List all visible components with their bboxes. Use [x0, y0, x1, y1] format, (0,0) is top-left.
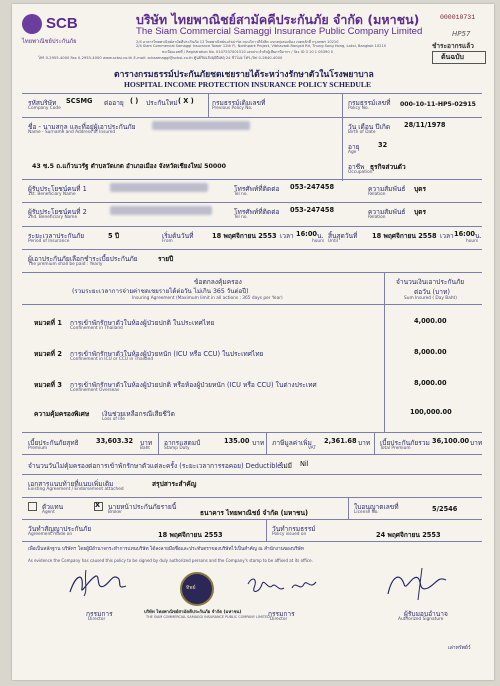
- company-name-th: บริษัท ไทยพาณิชย์สามัคคีประกันภัย จำกัด (มหาชน): [136, 12, 420, 27]
- beneficiary-1-rel-label: ความสัมพันธ์: [368, 185, 406, 193]
- payment-label: ผู้เอาประกันภัยเลือกชำระเบี้ยประกันภัย: [28, 255, 138, 263]
- insured-label: ชื่อ - นามสกุล และที่อยู่ผู้เอาประกันภัย: [28, 123, 136, 131]
- company-code-en: Company Code: [28, 106, 61, 111]
- special-coverage-label: ความคุ้มครองพิเศษ: [34, 410, 90, 418]
- divider-license: [348, 497, 349, 519]
- beneficiary-2-tel: 053-247458: [290, 206, 335, 214]
- sum-insured-heading-en: Sum Insured ( Day Baht): [404, 296, 457, 301]
- endorsement-en: Existing Agreement / Endorsement attached: [28, 487, 124, 492]
- divider-p3: [374, 432, 375, 454]
- period-en: Period of Insurance: [28, 239, 70, 244]
- policy-number-value: 000-10-11-HP5-02915: [400, 101, 476, 108]
- age-value: 32: [378, 141, 388, 149]
- coverage-3-text: การเข้าพักรักษาตัวในห้องผู้ป่วยปกติ หรือห้องผู้ป่วยหนัก (ICU หรือ CCU) ในต่างประเทศ: [70, 381, 317, 389]
- redacted-beneficiary-1: [110, 183, 208, 192]
- broker-name: ธนาคาร ไทยพาณิชย์ จำกัด (มหาชน): [200, 509, 309, 517]
- dob-en: Birth of Date: [348, 130, 376, 135]
- coverage-2-en: Confinement in ICU or CCU in Thailand: [70, 357, 154, 362]
- company-name-en: The Siam Commercial Samaggi Insurance Public Company Limited: [136, 26, 423, 37]
- net-premium-currency: บาท: [140, 439, 153, 447]
- renewal-check: ( ): [130, 97, 139, 105]
- deductible-value-en: Nil: [300, 460, 309, 468]
- deductible-value: ไม่มี: [280, 462, 293, 470]
- vat-currency: บาท: [358, 439, 371, 447]
- net-premium-en: Premium: [28, 446, 48, 451]
- period-end-hours: hours: [466, 239, 479, 244]
- company-code-value: SCSMG: [66, 97, 93, 105]
- footer-note-th: เพื่อเป็นหลักฐาน บริษัทฯ โดยผู้มีอำนาจกระทำการแทนบริษัท ได้ลงลายมือชื่อและประทับตราของบริษัทไว้เป็นสำคัญ ณ สำนักงานของบริษัท: [28, 547, 304, 552]
- company-contact: โทร 0-2955-4000 Fax 0-2955-4000 www.scbsi.co.th E-mail: scbsamaggi@scbsi.co.th ศูนย์รับแจ้งอุบัติเหตุ 24 ชั่วโมง โทร./Tel 0-2640-4000: [38, 56, 283, 60]
- authorized-signature: [382, 564, 462, 604]
- agreement-heading-sub: (รวมระยะเวลาการจ่ายค่าชดเชยรายได้ต่อวัน ไม่เกิน 365 วันต่อปี): [72, 288, 249, 295]
- occupation-value: ธุรกิจส่วนตัว: [370, 163, 406, 171]
- stamp-duty-label: อากรแสตมป์: [164, 439, 201, 447]
- beneficiary-1-rel: บุตร: [414, 185, 427, 193]
- rule-insured: [22, 117, 482, 118]
- beneficiary-2-en: 2nd. Beneficiary Name: [28, 215, 78, 220]
- company-address-2: 2/4 Siam Commercial Samaggi Insurance Tower 12th Fl, Northpark Project, Vibhavadi-Rangsit Rd, Thung Song Hong, Laksi, Bangkok 10210: [136, 44, 387, 48]
- vat-en: VAT: [308, 446, 316, 451]
- beneficiary-1-rel-en: Relation: [368, 192, 386, 197]
- period-start-unit: น.: [317, 232, 324, 240]
- beneficiary-2-label: ผู้รับประโยชน์คนที่ 2: [28, 208, 87, 216]
- period-start-time-label: เวลา: [280, 232, 294, 240]
- authorized-en: Authorized Signature: [398, 617, 444, 622]
- rule-premium: [22, 432, 482, 433]
- rule-payment: [22, 249, 482, 250]
- broker-en: Broker: [108, 510, 122, 515]
- beneficiary-2-tel-en: Tel no.: [234, 215, 248, 220]
- logo-badge-icon: [22, 14, 42, 34]
- renewal-label: ต่ออายุ: [104, 99, 124, 107]
- total-premium-label: เบี้ยประกันภัยรวม: [380, 439, 430, 447]
- deductible-text: จำนวนวันไม่คุ้มครองต่อการเข้าพักรักษาตัวแต่ละครั้ง (ระยะเวลาการรอคอย) Deductible:: [28, 462, 284, 470]
- beneficiary-2-rel-label: ความสัมพันธ์: [368, 208, 406, 216]
- period-end-time: 16:00: [454, 230, 475, 238]
- beneficiary-1-tel-label: โทรศัพท์ที่ติดต่อ: [234, 185, 280, 193]
- rule-agreement-header: [22, 304, 482, 305]
- agent-checkbox: [28, 502, 37, 511]
- scb-logo: [22, 14, 102, 44]
- age-en: Age: [348, 150, 357, 155]
- director-2-signature: [244, 570, 324, 600]
- stamp-duty-currency: บาท: [252, 439, 265, 447]
- agreement-heading: ข้อตกลงคุ้มครอง: [194, 278, 242, 286]
- net-premium-currency-en: Baht: [140, 446, 150, 451]
- director-1-en: Director: [88, 617, 106, 622]
- divider-v1: [208, 93, 209, 117]
- previous-policy-label: กรมธรรม์เดิมเลขที่: [212, 99, 266, 107]
- period-end-en: Until: [328, 239, 338, 244]
- license-label: ใบอนุญาตเลขที่: [354, 503, 399, 511]
- beneficiary-2-rel: บุตร: [414, 208, 427, 216]
- schedule-title-en: HOSPITAL INCOME PROTECTION INSURANCE POLICY SCHEDULE: [124, 80, 372, 89]
- period-end-time-label: เวลา: [440, 232, 454, 240]
- beneficiary-2-tel-label: โทรศัพท์ที่ติดต่อ: [234, 208, 280, 216]
- seal-caption-en: THE SIAM COMMERCIAL SAMAGGI INSURANCE PUBLIC COMPANY LIMITED: [146, 615, 270, 619]
- endorsement-label: เอกสารแนบท้ายที่แนบเพิ่มเติม: [28, 480, 114, 488]
- period-end-date: 18 พฤศจิกายน 2558: [372, 232, 437, 240]
- special-coverage-amount: 100,000.00: [410, 408, 452, 416]
- logo-text: SCB: [46, 15, 78, 32]
- divider-v2: [342, 93, 343, 117]
- divider-agreement: [384, 272, 385, 432]
- policy-document: [12, 4, 494, 680]
- rule-beneficiary-2: [22, 202, 482, 203]
- company-address-1: 2/4 อาคารไทยพาณิชย์สามัคคีประกันภัย 12 ไทยพาณิชย์นอร์ธปาร์ค ถนนวิภาวดีรังสิต แขวงทุ่งสองห้อง เขตหลักสี่ กรุงเทพฯ 10210: [136, 40, 339, 44]
- rule-bottom: [22, 541, 482, 542]
- rule-deductible: [22, 454, 482, 455]
- beneficiary-1-tel-en: Tel no.: [234, 192, 248, 197]
- previous-policy-en: Previous Policy No.: [212, 106, 253, 111]
- coverage-3-en: Confinement Overseas: [70, 388, 120, 393]
- rule-top: [22, 93, 482, 94]
- period-start-hours: hours: [312, 239, 325, 244]
- original-copy-label: ต้นฉบับ: [441, 53, 464, 61]
- new-policy-check: ( X ): [178, 97, 194, 105]
- period-end-label: สิ้นสุดวันที่: [328, 232, 358, 240]
- document-number: 000010731: [440, 14, 476, 21]
- issue-date-label: วันทำกรมธรรม์: [272, 525, 316, 533]
- footer-note-en: As evidence the Company has caused this policy to be signed by duly authorized persons and the Company's stamp to be affixed at its office.: [28, 558, 313, 563]
- director-2-label: กรรมการ: [268, 610, 295, 618]
- period-label: ระยะเวลาประกันภัย: [28, 232, 85, 240]
- period-end-unit: น.: [475, 232, 482, 240]
- coverage-2-title: หมวดที่ 2: [34, 350, 62, 358]
- coverage-1-title: หมวดที่ 1: [34, 319, 62, 327]
- director-1-label: กรรมการ: [86, 610, 113, 618]
- agent-en: Agent: [42, 510, 55, 515]
- sum-insured-heading-sub: ต่อวัน (บาท): [414, 288, 450, 296]
- beneficiary-1-tel: 053-247458: [290, 183, 335, 191]
- logo-subtitle: ไทยพาณิชย์ประกันภัย: [22, 39, 77, 45]
- net-premium-value: 33,603.32: [96, 437, 134, 445]
- insured-address: 43 ซ.5 ถ.แก้วนวรัฐ ตำบลวัดเกต อำเภอเมือง จังหวัดเชียงใหม่ 50000: [32, 163, 227, 170]
- special-coverage-en: Loss of life: [102, 417, 125, 422]
- period-start-time: 16:00: [296, 230, 317, 238]
- schedule-title-th: ตารางกรมธรรม์ประกันภัยชดเชยรายได้ระหว่างรักษาตัวในโรงพยาบาล: [114, 70, 374, 80]
- issue-date-en: Policy issued on: [272, 532, 307, 537]
- rule-agreement: [22, 272, 482, 273]
- coverage-2-amount: 8,000.00: [414, 348, 447, 356]
- occupation-label: อาชีพ: [348, 163, 365, 171]
- broker-check-mark: X: [95, 501, 101, 509]
- rule-endorsement: [22, 474, 482, 475]
- period-start-label: เริ่มต้นวันที่: [162, 232, 194, 240]
- coverage-2-text: การเข้าพักรักษาตัวในห้องผู้ป่วยหนัก (ICU หรือ CCU) ในประเทศไทย: [70, 350, 264, 358]
- divider-p2: [266, 432, 267, 454]
- agreement-date-value: 18 พฤศจิกายน 2553: [158, 531, 223, 539]
- dob-label: วัน เดือน ปีเกิด: [348, 123, 391, 131]
- company-code-label: รหัสบริษัท: [28, 99, 57, 107]
- broker-label: นายหน้าประกันภัยรายนี้: [108, 503, 177, 511]
- net-premium-label: เบี้ยประกันภัยสุทธิ: [28, 439, 79, 447]
- form-code: HP57: [452, 30, 471, 38]
- issue-date-value: 24 พฤศจิกายน 2553: [376, 531, 441, 539]
- beneficiary-1-label: ผู้รับประโยชน์คนที่ 1: [28, 185, 87, 193]
- period-years: 5 ปี: [108, 232, 120, 240]
- company-registration: ทะเบียนเลขที่ / Registration No. 0107537001510 เลขประจำตัวผู้เสียภาษีอากร / Tax ID 3 10 1 05390 0: [162, 50, 334, 54]
- sum-insured-heading: จำนวนเงินเอาประกันภัย: [396, 278, 465, 286]
- special-coverage-text: เงินช่วยเหลือกรณีเสียชีวิต: [102, 410, 175, 418]
- period-start-en: From: [162, 239, 173, 244]
- page-footer-note: เล่าทรัพย์ว์: [448, 645, 471, 651]
- director-2-en: Director: [270, 617, 288, 622]
- coverage-1-amount: 4,000.00: [414, 317, 447, 325]
- rule-dates: [22, 519, 482, 520]
- agreement-date-en: Agreement made on: [28, 532, 73, 537]
- coverage-3-amount: 8,000.00: [414, 379, 447, 387]
- license-value: 5/2546: [432, 505, 458, 513]
- new-policy-label: ประกันใหม่: [146, 99, 178, 107]
- coverage-3-title: หมวดที่ 3: [34, 381, 62, 389]
- total-premium-currency: บาท: [470, 439, 483, 447]
- period-start-date: 18 พฤศจิกายน 2553: [212, 232, 277, 240]
- seal-caption-th: บริษัท ไทยพาณิชย์สามัคคีประกันภัย จำกัด (มหาชน): [144, 610, 242, 615]
- agreement-date-label: วันทำสัญญาประกันภัย: [28, 525, 92, 533]
- endorsement-value: สรุปสาระสำคัญ: [152, 480, 197, 488]
- total-premium-en: Total Premium: [380, 446, 411, 451]
- divider-v3: [342, 117, 343, 181]
- rule-beneficiary-1: [22, 179, 482, 180]
- divider-dates: [266, 519, 267, 541]
- occupation-en: Occupation: [348, 170, 373, 175]
- vat-label: ภาษีมูลค่าเพิ่ม: [272, 439, 312, 447]
- rule-period: [22, 226, 482, 227]
- agent-label: ตัวแทน: [42, 503, 64, 511]
- beneficiary-1-en: 1st. Beneficiary Name: [28, 192, 76, 197]
- payment-en: The premium shall be paid : Yearly: [28, 262, 103, 267]
- license-en: License No.: [354, 510, 379, 515]
- agreement-heading-en: Insuring Agreement (Maximum limit in all actions : 365 days per Year): [132, 296, 283, 301]
- stamp-duty-paid: ชำระอากรแล้ว: [432, 42, 474, 50]
- authorized-label: ผู้รับมอบอำนาจ: [404, 610, 448, 618]
- insured-en: Name - Surname and Address of Insured: [28, 130, 116, 135]
- policy-number-en: Policy No.: [348, 106, 369, 111]
- redacted-insured-name: [152, 121, 250, 130]
- policy-number-label: กรมธรรม์เลขที่: [348, 99, 391, 107]
- coverage-1-en: Confinement in Thailand: [70, 326, 123, 331]
- rule-agent: [22, 497, 482, 498]
- company-seal-text: ทิพย์: [186, 585, 196, 591]
- beneficiary-2-rel-en: Relation: [368, 215, 386, 220]
- payment-mode: รายปี: [158, 255, 174, 263]
- coverage-1-text: การเข้าพักรักษาตัวในห้องผู้ป่วยปกติ ในประเทศไทย: [70, 319, 215, 327]
- director-1-signature: [66, 566, 136, 600]
- stamp-duty-value: 135.00: [224, 437, 250, 445]
- divider-p1: [158, 432, 159, 454]
- age-label: อายุ: [348, 143, 360, 151]
- redacted-beneficiary-2: [110, 206, 212, 215]
- dob-value: 28/11/1978: [404, 121, 446, 129]
- vat-value: 2,361.68: [324, 437, 357, 445]
- stamp-duty-en: Stamp Duty: [164, 446, 190, 451]
- total-premium-value: 36,100.00: [432, 437, 470, 445]
